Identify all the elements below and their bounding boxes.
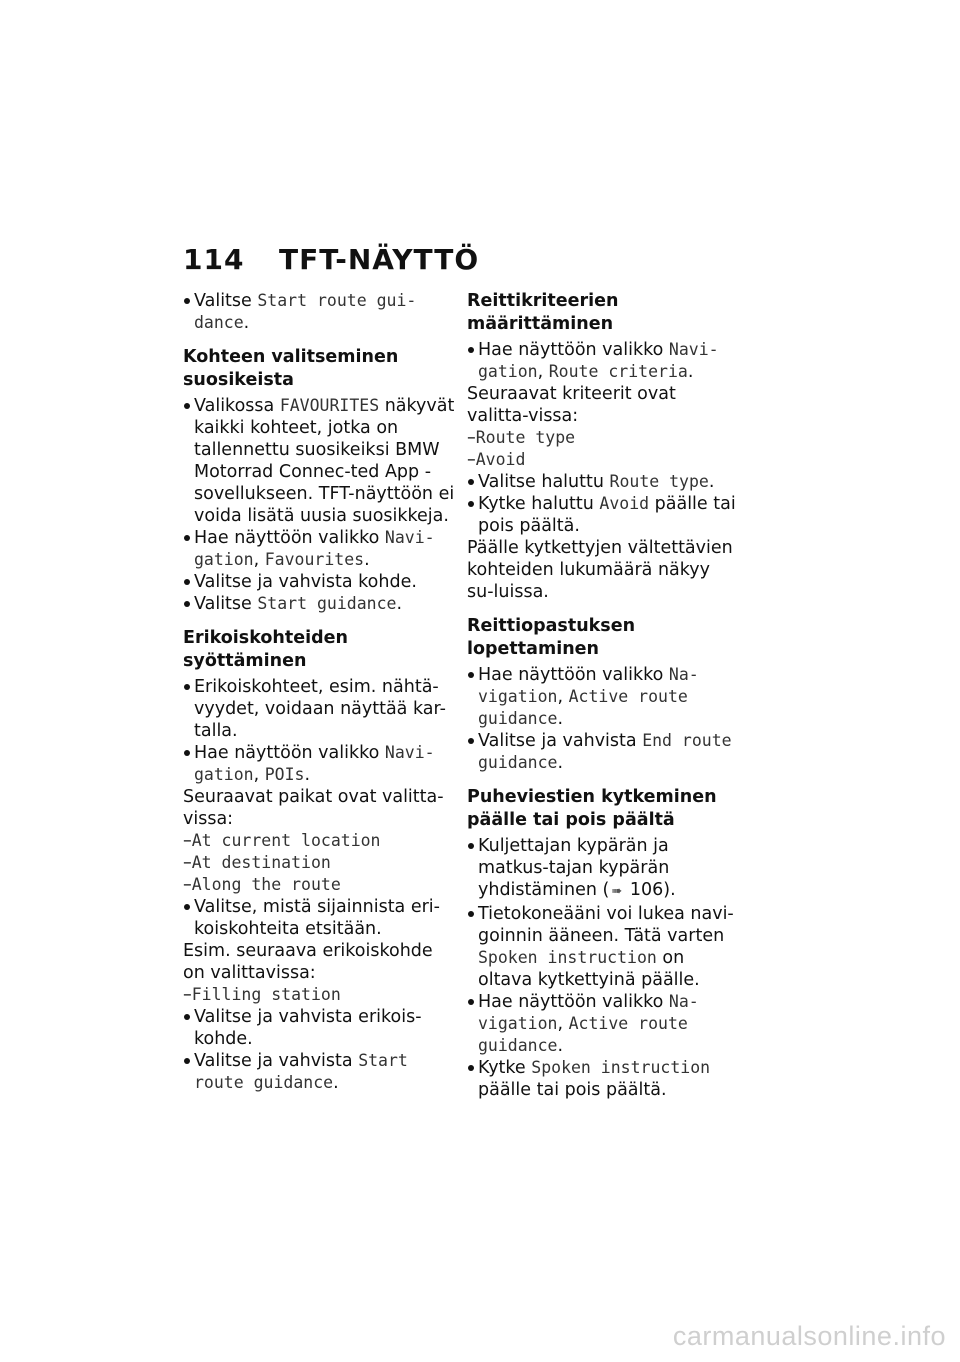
bullet-item: Valitse ja vahvista kohde. xyxy=(183,571,455,593)
right-column xyxy=(467,290,742,1101)
watermark: carmanualsonline.info xyxy=(672,1321,946,1351)
bullet-item: Hae näyttöön valikko Na-vigation, Active route guidance. xyxy=(467,991,742,1057)
section-heading: Reittikriteerien määrittäminen xyxy=(467,291,619,334)
bullet-item: Valitse Start route gui-dance. xyxy=(183,290,455,334)
bullet-item: Valitse ja vahvista Start route guidance. xyxy=(183,1050,455,1094)
paragraph: Päälle kytkettyjen vältettävien kohteiden lukumäärä näkyy su-luissa. xyxy=(467,538,733,602)
section-heading: Reittiopastuksen lopettaminen xyxy=(467,616,636,659)
bullet-item: Valitse ja vahvista End route guidance. xyxy=(467,730,742,774)
dash-item: –Avoid xyxy=(467,450,526,470)
bullet-item: Valitse Start guidance. xyxy=(183,593,455,615)
dash-item: –Filling station xyxy=(183,985,341,1005)
bullet-item: Valitse ja vahvista erikois-kohde. xyxy=(183,1006,455,1050)
left-column xyxy=(183,290,455,1094)
dash-item: –At destination xyxy=(183,853,331,873)
page-header xyxy=(183,243,479,276)
bullet-item: Kytke haluttu Avoid päälle tai pois päältä. xyxy=(467,493,742,537)
page-title: TFT-NÄYTTÖ xyxy=(279,243,480,276)
bullet-item: Valitse, mistä sijainnista eri-koiskohteita etsitään. xyxy=(183,896,455,940)
section-heading: Puheviestien kytkeminen päälle tai pois päältä xyxy=(467,787,717,830)
bullet-item: Valikossa FAVOURITES näkyvät kaikki kohteet, jotka on tallennettu suosikeiksi BMW Motorrad Connec-ted App -sovellukseen. TFT-näyttöön ei voida lisätä uusia suosikkeja. xyxy=(183,395,455,527)
paragraph: Seuraavat kriteerit ovat valitta-vissa: xyxy=(467,384,676,426)
bullet-item: Hae näyttöön valikko Na-vigation, Active route guidance. xyxy=(467,664,742,730)
page-reference-arrow-icon: ➠ xyxy=(611,884,623,899)
bullet-item: Kytke Spoken instruction päälle tai pois päältä. xyxy=(467,1057,742,1101)
bullet-item: Tietokoneääni voi lukea navi-goinnin ääneen. Tätä varten Spoken instruction on oltava kytkettyinä päälle. xyxy=(467,903,742,991)
bullet-item: Hae näyttöön valikko Navi-gation, POIs. xyxy=(183,742,455,786)
bullet-item: Hae näyttöön valikko Navi-gation, Favourites. xyxy=(183,527,455,571)
bullet-item: Valitse haluttu Route type. xyxy=(467,471,742,493)
dash-item: –Along the route xyxy=(183,875,341,895)
bullet-item: Kuljettajan kypärän ja matkus-tajan kypärän yhdistäminen ( ➠ 106). xyxy=(467,835,742,903)
bullet-item: Hae näyttöön valikko Navi-gation, Route criteria. xyxy=(467,339,742,383)
page-number: 114 xyxy=(183,243,245,276)
dash-item: –Route type xyxy=(467,428,576,448)
bullet-item: Erikoiskohteet, esim. nähtä-vyydet, voidaan näyttää kar-talla. xyxy=(183,676,455,742)
paragraph: Seuraavat paikat ovat valitta-vissa: xyxy=(183,787,444,829)
section-heading: Erikoiskohteiden syöttäminen xyxy=(183,628,348,671)
paragraph: Esim. seuraava erikoiskohde on valittavissa: xyxy=(183,941,433,983)
dash-item: –At current location xyxy=(183,831,381,851)
section-heading: Kohteen valitseminen suosikeista xyxy=(183,347,399,390)
